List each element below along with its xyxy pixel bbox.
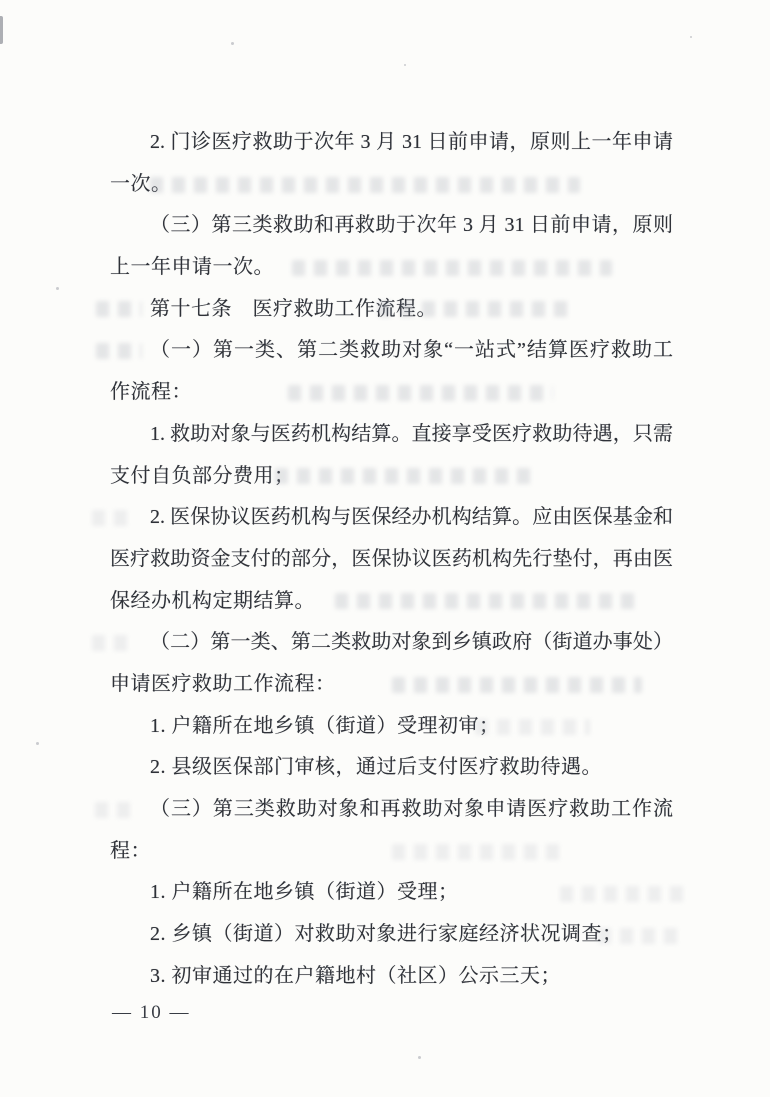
text-line: 医疗救助资金支付的部分，医保协议医药机构先行垫付，再由医 bbox=[110, 547, 673, 570]
text-line: 2. 医保协议医药机构与医保经办机构结算。应由医保基金和 bbox=[150, 506, 673, 529]
text-line: 一次。 bbox=[110, 172, 172, 195]
scan-speck bbox=[690, 36, 692, 38]
text-line: 1. 户籍所在地乡镇（街道）受理； bbox=[150, 881, 459, 904]
scan-speck bbox=[36, 742, 39, 745]
scan-speck bbox=[418, 1056, 421, 1059]
scan-speck bbox=[404, 64, 406, 66]
page-number: — 10 — bbox=[112, 1002, 191, 1023]
text-line: 3. 初审通过的在户籍地村（社区）公示三天； bbox=[150, 964, 561, 987]
text-line: 保经办机构定期结算。 bbox=[110, 589, 315, 612]
text-line: 程： bbox=[110, 839, 151, 862]
scan-speck bbox=[231, 42, 234, 45]
text-line: 1. 救助对象与医药机构结算。直接享受医疗救助待遇，只需 bbox=[150, 422, 673, 445]
text-line: 2. 乡镇（街道）对救助对象进行家庭经济状况调查； bbox=[150, 923, 623, 946]
text-line: （三）第三类救助和再救助于次年 3 月 31 日前申请，原则 bbox=[150, 214, 673, 237]
text-line: 2. 县级医保部门审核，通过后支付医疗救助待遇。 bbox=[150, 756, 602, 779]
text-line: 支付自负部分费用； bbox=[110, 464, 295, 487]
text-line: 作流程： bbox=[110, 381, 192, 404]
text-line: 第十七条 医疗救助工作流程。 bbox=[150, 297, 437, 320]
text-line: 1. 户籍所在地乡镇（街道）受理初审； bbox=[150, 714, 500, 737]
scan-edge-artifact bbox=[0, 16, 3, 44]
text-line: （二）第一类、第二类救助对象到乡镇政府（街道办事处） bbox=[150, 631, 673, 654]
text-line: 2. 门诊医疗救助于次年 3 月 31 日前申请，原则上一年申请 bbox=[150, 131, 673, 153]
document-body bbox=[110, 122, 673, 997]
text-line: 申请医疗救助工作流程： bbox=[110, 672, 336, 695]
text-line: （一）第一类、第二类救助对象“一站式”结算医疗救助工 bbox=[150, 339, 673, 362]
text-line: （三）第三类救助对象和再救助对象申请医疗救助工作流 bbox=[150, 798, 673, 820]
text-line: 上一年申请一次。 bbox=[110, 256, 274, 279]
scan-speck bbox=[56, 287, 59, 290]
